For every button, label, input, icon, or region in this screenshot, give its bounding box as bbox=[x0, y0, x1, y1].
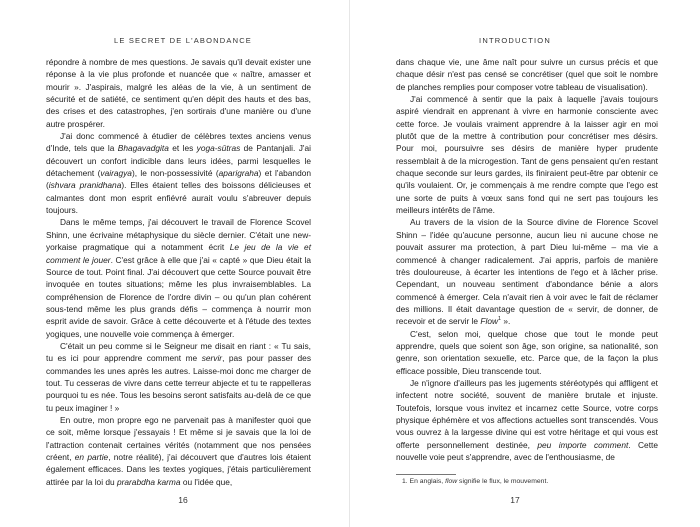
text-run: ), le non-possessivité ( bbox=[131, 168, 219, 179]
italic-term: aparigraha bbox=[218, 168, 259, 179]
right-page bbox=[350, 0, 700, 527]
italic-term: flow bbox=[445, 478, 458, 485]
paragraph bbox=[46, 414, 311, 488]
text-run: , pas pour passer des commandes les unes après les autres. Laisse-moi donc me charger de tout. Tu cesseras de vivre dans cette terreur abjecte et tu te rappelleras pourquoi tu es née. Tous les besoins seront satisfaits au-delà de ce que tu peux imaginer ! » bbox=[46, 353, 311, 413]
paragraph bbox=[46, 130, 311, 216]
footnote-ref: 1 bbox=[498, 316, 502, 323]
paragraph bbox=[396, 216, 658, 327]
footnote-number: 1. bbox=[402, 478, 408, 485]
text-run: Je n'ignore d'ailleurs pas les jugements stéréotypés qui affligent et infectent notre société, souvent de manière brutale et injuste. Toutefois, lorsque vous invitez et incarnez cette Source, votre corps physique éphémère et vos affections actuelles sont transcendés. Vous vous ouvrez à la largesse divine qui est votre héritage et qui vous est offerte personnellement destinée, bbox=[396, 377, 658, 450]
text-run: En outre, mon propre ego ne parvenait pas à manifester quoi que ce soit, même lorsque j'essayais ! Et même si je savais que la loi de l'attraction contenait certaines vérités (notamment que nos pensées créent, bbox=[46, 414, 311, 462]
text-run: En anglais, bbox=[407, 478, 446, 485]
page-number-right: 17 bbox=[510, 495, 520, 505]
text-run: . C'est grâce à elle que j'ai « capté » que Dieu était la Source de tout. Point final. J'ai découvert que cette Source pouvait être invoquée en toutes situations; même les plus invraisemblables. La compréhension de Florence de l'ordre divin – ou qu'un plan cohérent sous-tend même les plus grands défis – commença à nourrir mon esprit avide de savoir. Grâce à cette découverte et à l'étude des textes yogiques, une nouvelle voie commença à émerger. bbox=[46, 254, 312, 339]
text-run: ). Elles étaient telles des boissons délicieuses et calmantes dont mon esprit enfiévré aurait voulu s'abreuver depuis toujours. bbox=[46, 180, 311, 216]
text-run: signifie le flux, le mouvement. bbox=[457, 478, 549, 485]
text-run: de Pantanjali. J'ai découvert un confort indicible dans leurs idées, parmi lesquelles le détachement ( bbox=[46, 143, 311, 179]
italic-term: en partie bbox=[74, 452, 109, 462]
running-head-right: INTRODUCTION bbox=[479, 36, 551, 45]
italic-term: Bhagavadgita bbox=[117, 143, 169, 154]
italic-term: ishvara pranidhana bbox=[48, 180, 122, 191]
paragraph bbox=[396, 328, 658, 377]
footnote-text bbox=[408, 478, 549, 485]
right-page-body bbox=[396, 56, 658, 463]
text-run: Dans le même temps, j'ai découvert le travail de Florence Scovel Shinn, une écrivaine métaphysique du siècle dernier. C'était une new-yorkaise pragmatique qui a notamment écrit bbox=[46, 217, 311, 253]
page-number-left: 16 bbox=[178, 495, 188, 505]
paragraph bbox=[396, 93, 658, 216]
text-run: C'est, selon moi, quelque chose que tout le monde peut apprendre, quels que soient son âge, son origine, sa nationalité, son genre, son orientation sexuelle, etc. Parce que, de la façon la plus efficace possible, Dieu transcende tout. bbox=[396, 328, 658, 376]
footnote-rule bbox=[396, 474, 456, 475]
text-run: C'était un peu comme si le Seigneur me disait en riant : « Tu sais, tu es ici pour apprendre comment me bbox=[46, 340, 311, 364]
text-run: ou l'idée que, bbox=[180, 476, 233, 487]
italic-term: peu importe comment bbox=[537, 439, 629, 450]
italic-term: prarabdha karma bbox=[116, 476, 181, 487]
footnote bbox=[402, 477, 652, 486]
text-run: ». bbox=[501, 316, 511, 327]
italic-term: servir bbox=[201, 353, 223, 364]
paragraph bbox=[396, 377, 658, 463]
paragraph bbox=[46, 340, 311, 414]
paragraph bbox=[46, 216, 311, 339]
paragraph bbox=[396, 56, 658, 93]
text-run: , notre réalité), j'ai découvert que d'autres lois étaient également efficaces. Dans les textes yogiques, j'étais particulièrement attirée par la loi du bbox=[46, 452, 311, 487]
italic-term: yoga-sūtras bbox=[196, 143, 241, 154]
left-page-body bbox=[46, 56, 311, 488]
text-run: J'ai commencé à sentir que la paix à laquelle j'avais toujours aspiré viendrait en apprenant à vivre en harmonie consciente avec cette force. Je voulais vraiment apprendre à la laisser agir en moi plutôt que de la mettre à contribution pour concrétiser mes désirs. Pour moi, poursuivre ses désirs de manière hyper prudente ressemblait à de la microgestion. Tant de gens pensaient qu'en restant chaque seconde sur leurs gardes, ils finiraient peut-être par obtenir ce qu'ils voulaient. Or, je commençais à me rendre compte que l'ego est une sorte de puits à vœux sans fond qui ne sert pas toujours les meilleurs intérêts de l'âme. bbox=[396, 94, 658, 216]
italic-term: vairagya bbox=[100, 168, 132, 179]
text-run: . Cette nouvelle voie peut s'apprendre, avec de l'enthousiasme, de bbox=[396, 439, 658, 462]
text-run: dans chaque vie, une âme naît pour suivre un cursus précis et que chaque désir n'est pas censé se concrétiser (quel que soit le nombre de planches remplies pour composer votre tableau de visualisation). bbox=[396, 57, 658, 92]
text-run: et les bbox=[168, 143, 197, 154]
italic-term: Flow bbox=[480, 316, 499, 327]
text-run: ) et l'abandon ( bbox=[46, 168, 311, 191]
text-run: Au travers de la vision de la Source divine de Florence Scovel Shinn – l'idée qu'aucune personne, aucun lieu ni aucune chose ne pouvait assurer ma protection, à part Dieu lui-même – ma vie a commencé à changer radicalement. J'ai appris, parfois de manière très douloureuse, à écarter les intentions de l'ego et à lâcher prise. Cependant, un nouveau sentiment d'abondance bénie a alors commencé à émerger. Cela n'avait rien à voir avec le fait de réclamer des millions. Il était davantage question de « servir, de donner, de recevoir et de servir le bbox=[396, 217, 658, 327]
text-run: J'ai donc commencé à étudier de célèbres textes anciens venus d'Inde, tels que la bbox=[46, 131, 311, 154]
italic-term: Le jeu de la vie et comment le jouer bbox=[46, 242, 312, 265]
text-run: répondre à nombre de mes questions. Je savais qu'il devait exister une réponse à la vie plus profonde et nuancée que « naître, amasser et mourir ». J'aspirais, malgré les aléas de la vie, à un sentiment de sécurité et de satiété, ce sentiment qu'en dépit des hauts et des bas, des crises et des catastrophes, j'en sortirais d'une manière ou d'une autre prospérer. bbox=[46, 57, 311, 129]
running-head-left: LE SECRET DE L'ABONDANCE bbox=[113, 36, 253, 45]
paragraph bbox=[46, 56, 311, 130]
